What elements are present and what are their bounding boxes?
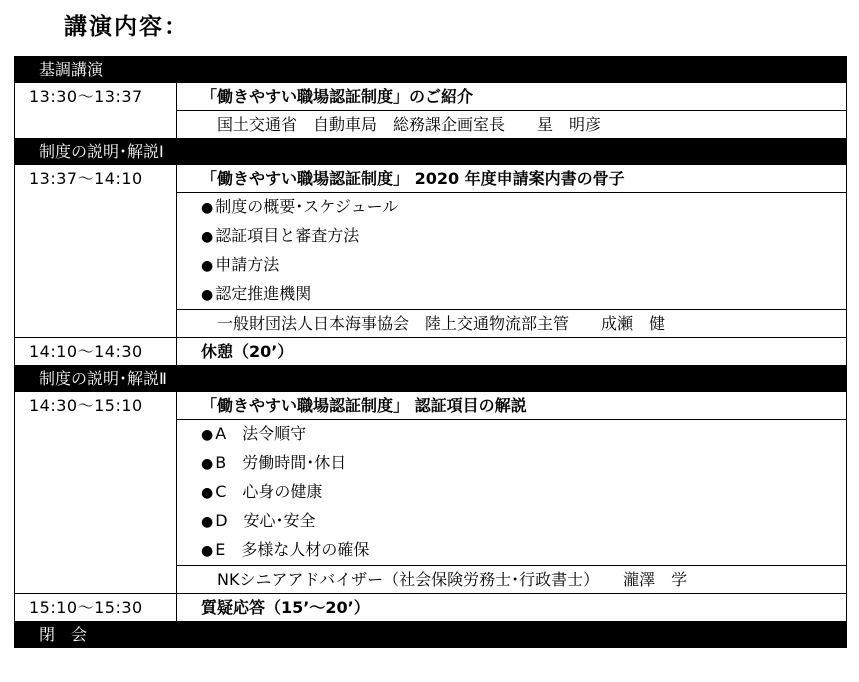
time-slot: 14:10〜14:30 xyxy=(15,338,177,366)
bullet-text: 申請方法 xyxy=(215,255,280,274)
list-item xyxy=(177,251,847,280)
qa-label: 質疑応答（15’〜20’） xyxy=(177,594,847,622)
bullet-text: 制度の概要･スケジュール xyxy=(215,197,399,216)
list-item xyxy=(177,222,847,251)
section-label: 基調講演 xyxy=(15,57,847,83)
bullet-text: A 法令順守 xyxy=(215,424,307,443)
section-row-keynote xyxy=(15,57,847,83)
list-item xyxy=(177,420,847,450)
bullet-icon: ● xyxy=(201,456,214,472)
list-item xyxy=(177,193,847,223)
bullet-text: C 心身の健康 xyxy=(215,482,323,501)
section-label: 閉 会 xyxy=(15,622,847,648)
session-heading: 「働きやすい職場認証制度」 2020 年度申請案内書の骨子 xyxy=(177,165,847,193)
time-slot: 13:30〜13:37 xyxy=(15,83,177,139)
section-row-closing xyxy=(15,622,847,648)
speaker-line: 国土交通省 自動車局 総務課企画室長 星 明彦 xyxy=(177,111,847,139)
bullet-icon: ● xyxy=(201,287,214,303)
section-row-part1 xyxy=(15,139,847,165)
bullet-text: B 労働時間･休日 xyxy=(215,453,347,472)
bullet-icon: ● xyxy=(201,258,214,274)
section-label: 制度の説明･解説Ⅱ xyxy=(15,366,847,392)
program-schedule-table xyxy=(14,56,847,648)
bullet-icon: ● xyxy=(201,543,214,559)
time-slot: 15:10〜15:30 xyxy=(15,594,177,622)
bullet-icon: ● xyxy=(201,200,214,216)
table-row xyxy=(15,83,847,111)
table-row xyxy=(15,165,847,193)
bullet-icon: ● xyxy=(201,229,214,245)
session-heading: 「働きやすい職場認証制度」のご紹介 xyxy=(177,83,847,111)
table-row xyxy=(15,594,847,622)
speaker-line: 一般財団法人日本海事協会 陸上交通物流部主管 成瀬 健 xyxy=(177,310,847,338)
page-title: 講演内容： xyxy=(64,13,189,40)
list-item xyxy=(177,507,847,536)
list-item xyxy=(177,280,847,310)
bullet-text: D 安心･安全 xyxy=(215,511,316,530)
speaker-line: NKシニアアドバイザー（社会保険労務士･行政書士） 瀧澤 学 xyxy=(177,566,847,594)
section-label: 制度の説明･解説Ⅰ xyxy=(15,139,847,165)
section-row-part2 xyxy=(15,366,847,392)
session-heading: 「働きやすい職場認証制度」 認証項目の解説 xyxy=(177,392,847,420)
bullet-text: 認定推進機関 xyxy=(215,284,312,303)
bullet-text: E 多様な人材の確保 xyxy=(215,540,370,559)
table-row xyxy=(15,392,847,420)
bullet-icon: ● xyxy=(201,485,214,501)
table-row xyxy=(15,338,847,366)
time-slot: 13:37〜14:10 xyxy=(15,165,177,338)
bullet-text: 認証項目と審査方法 xyxy=(215,226,360,245)
break-label: 休憩（20’） xyxy=(177,338,847,366)
list-item xyxy=(177,449,847,478)
list-item xyxy=(177,478,847,507)
time-slot: 14:30〜15:10 xyxy=(15,392,177,594)
list-item xyxy=(177,536,847,566)
bullet-icon: ● xyxy=(201,514,214,530)
bullet-icon: ● xyxy=(201,427,214,443)
